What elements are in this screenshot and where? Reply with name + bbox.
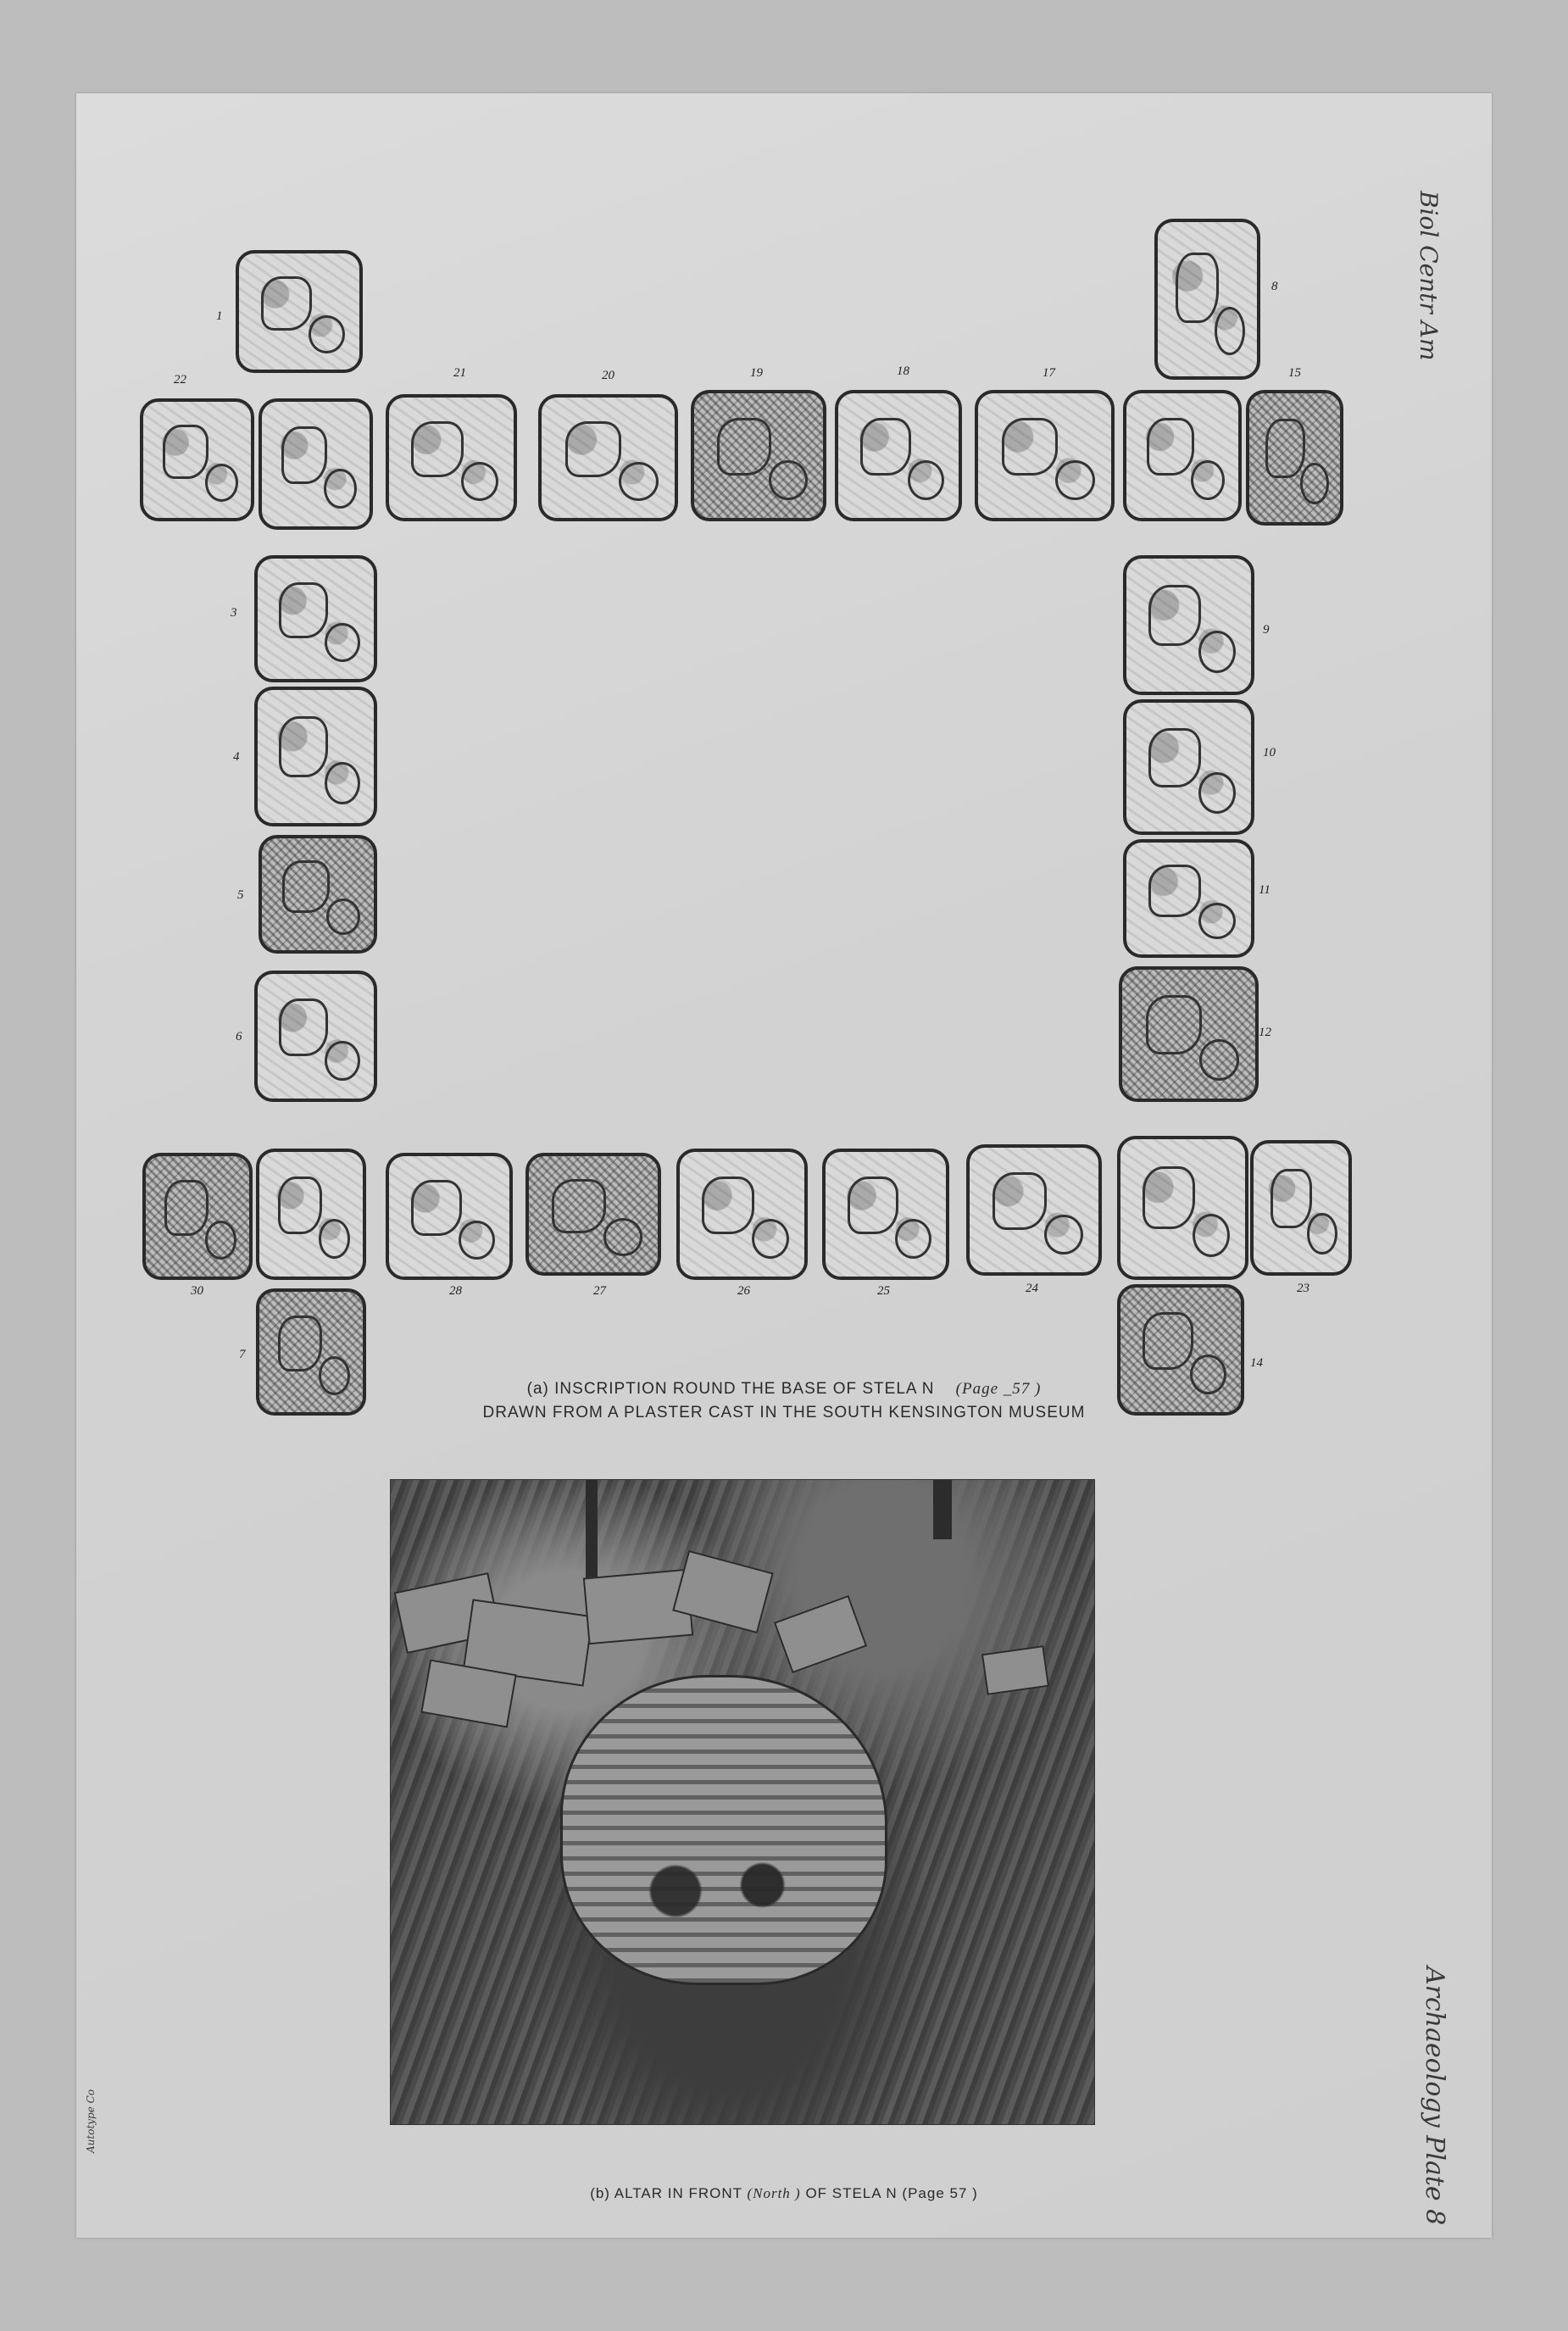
carved-altar-stone	[560, 1675, 887, 1985]
glyph-number: 18	[897, 364, 909, 378]
glyph-block	[1123, 390, 1242, 521]
glyph-number: 15	[1288, 366, 1301, 380]
tree-trunk	[586, 1480, 598, 1582]
glyph-number: 27	[593, 1284, 606, 1298]
glyph-number: 20	[602, 369, 614, 382]
caption-a-line2: DRAWN FROM A PLASTER CAST IN THE SOUTH KENSINGTON MUSEUM	[482, 1404, 1086, 1421]
glyph-block	[676, 1149, 808, 1280]
glyph-number: 25	[877, 1284, 890, 1298]
glyph-number: 8	[1271, 280, 1278, 293]
glyph-number: 21	[453, 366, 466, 380]
caption-a-page: (Page _57 )	[955, 1380, 1042, 1398]
glyph-block	[236, 250, 363, 373]
glyph-number: 6	[236, 1030, 242, 1043]
glyph-number: 11	[1259, 883, 1271, 897]
glyph-number: 24	[1026, 1282, 1038, 1295]
glyph-block	[525, 1153, 661, 1276]
glyph-block	[1123, 839, 1254, 958]
glyph-number: 9	[1263, 623, 1270, 637]
glyph-number: 17	[1043, 366, 1055, 380]
glyph-number: 23	[1297, 1282, 1309, 1295]
tree-trunk	[933, 1480, 952, 1539]
glyph-number: 28	[449, 1284, 462, 1298]
glyph-block	[259, 398, 373, 530]
glyph-number: 1	[216, 309, 223, 323]
glyph-block	[254, 555, 377, 682]
glyph-block	[259, 835, 377, 954]
glyph-number: 30	[191, 1284, 203, 1298]
rock	[774, 1595, 867, 1673]
rock	[981, 1645, 1049, 1695]
glyph-number: 4	[233, 750, 240, 764]
glyph-block	[386, 1153, 513, 1280]
glyph-block	[835, 390, 962, 521]
glyph-block	[256, 1149, 366, 1280]
glyph-block	[140, 398, 254, 521]
caption-a-prefix: (a) INSCRIPTION ROUND THE BASE OF STELA N	[526, 1380, 935, 1398]
glyph-block	[1246, 390, 1343, 526]
glyph-block	[1123, 699, 1254, 835]
caption-a-line1	[0, 1380, 1568, 1399]
glyph-block	[1250, 1140, 1352, 1276]
glyph-number: 22	[174, 373, 186, 387]
glyph-block	[254, 971, 377, 1102]
caption-b-direction: (North )	[747, 2185, 801, 2201]
glyph-block	[254, 687, 377, 826]
glyph-block	[1123, 555, 1254, 695]
margin-note-bottom-left: Autotype Co	[85, 2089, 97, 2153]
glyph-number: 14	[1250, 1356, 1263, 1370]
glyph-number: 10	[1263, 746, 1276, 759]
glyph-number: 26	[737, 1284, 750, 1298]
glyph-number: 5	[237, 888, 244, 902]
glyph-block	[822, 1149, 949, 1280]
glyph-number: 19	[750, 366, 763, 380]
glyph-number: 7	[239, 1348, 246, 1361]
glyph-number: 12	[1259, 1026, 1271, 1039]
glyph-block	[1154, 219, 1260, 380]
glyph-block	[975, 390, 1115, 521]
glyph-block	[538, 394, 678, 521]
glyph-number: 3	[231, 606, 237, 620]
caption-b-suffix: OF STELA N (Page 57 )	[805, 2185, 978, 2201]
glyph-block	[142, 1153, 253, 1280]
margin-note-top-right: Biol Centr Am	[1415, 191, 1443, 361]
glyph-block	[386, 394, 517, 521]
glyph-block	[1117, 1136, 1248, 1280]
glyph-block	[1119, 966, 1259, 1102]
caption-b-prefix: (b) ALTAR IN FRONT	[590, 2185, 742, 2201]
glyph-block	[966, 1144, 1102, 1276]
glyph-block	[691, 390, 826, 521]
altar-photograph	[390, 1479, 1095, 2125]
caption-b	[0, 2185, 1568, 2202]
margin-note-bottom-right: Archaeology Plate 8	[1420, 1967, 1449, 2226]
